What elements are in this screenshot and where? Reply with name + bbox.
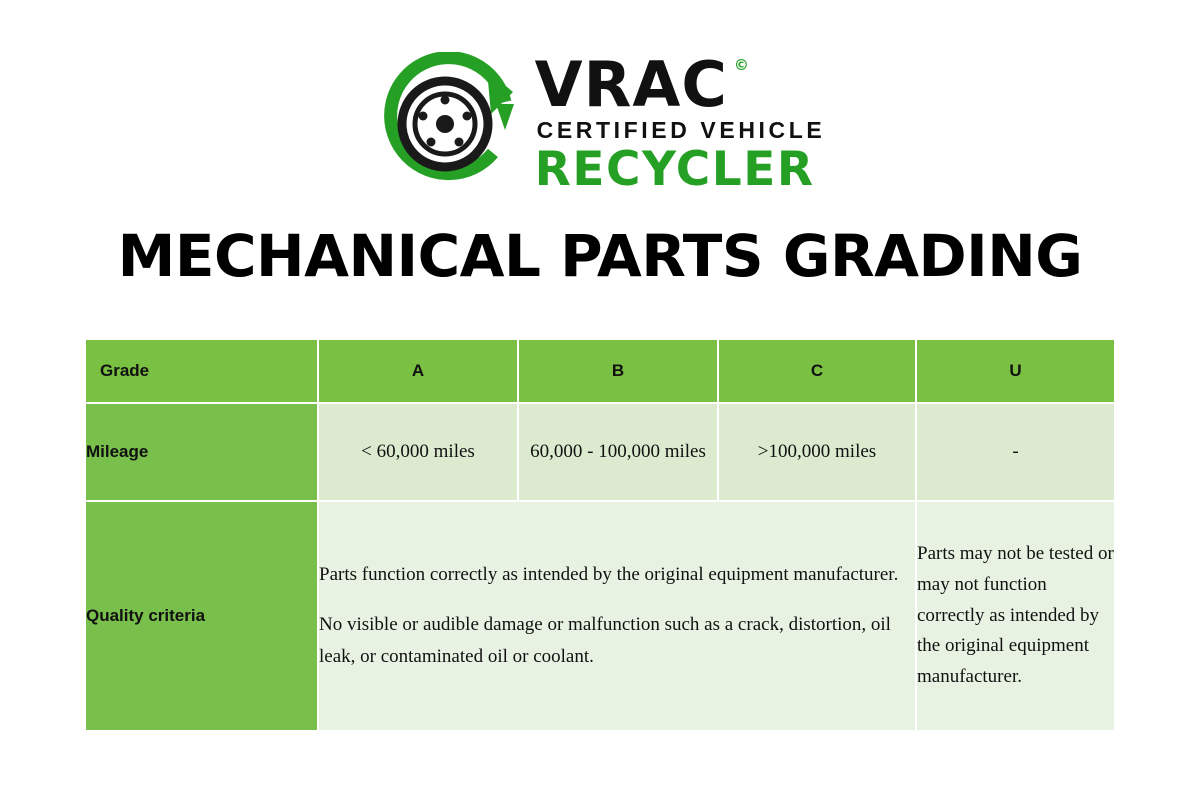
- page-title: MECHANICAL PARTS GRADING: [117, 222, 1083, 290]
- mileage-grade-u: -: [916, 403, 1114, 501]
- table-header-row: [86, 340, 1114, 403]
- row-label-mileage: Mileage: [86, 403, 318, 501]
- logo-wordmark: [534, 48, 826, 197]
- header-cell-c: C: [718, 340, 916, 403]
- table-row: [86, 403, 1114, 501]
- logo-brand-text: VRAC: [534, 48, 728, 121]
- logo-brand: [534, 48, 750, 121]
- quality-criteria-u: Parts may not be tested or may not function correctly as intended by the original equipment manufacturer.: [916, 501, 1114, 730]
- row-label-quality-criteria: Quality criteria: [86, 501, 318, 730]
- header-cell-b: B: [518, 340, 718, 403]
- header-cell-grade: Grade: [86, 340, 318, 403]
- header-cell-u: U: [916, 340, 1114, 403]
- header-cell-a: A: [318, 340, 518, 403]
- logo-tagline: CERTIFIED VEHICLE: [536, 116, 826, 143]
- mileage-grade-b: 60,000 - 100,000 miles: [518, 403, 718, 501]
- mileage-grade-c: >100,000 miles: [718, 403, 916, 501]
- wheel-with-recycle-arrow-icon: [375, 52, 525, 192]
- quality-paragraph-1: Parts function correctly as intended by the original equipment manufacturer.: [319, 563, 899, 585]
- logo-inner: [375, 48, 826, 197]
- copyright-icon: ©: [733, 56, 750, 74]
- quality-paragraph-2: No visible or audible damage or malfunction such as a crack, distortion, oil leak, or contaminated oil or coolant.: [319, 613, 891, 668]
- table-row: [86, 501, 1114, 730]
- vrac-logo: [0, 48, 1200, 197]
- quality-criteria-abc: [318, 501, 916, 730]
- logo-recycler-word: RECYCLER: [534, 141, 815, 197]
- grading-table: [86, 340, 1114, 730]
- mileage-grade-a: < 60,000 miles: [318, 403, 518, 501]
